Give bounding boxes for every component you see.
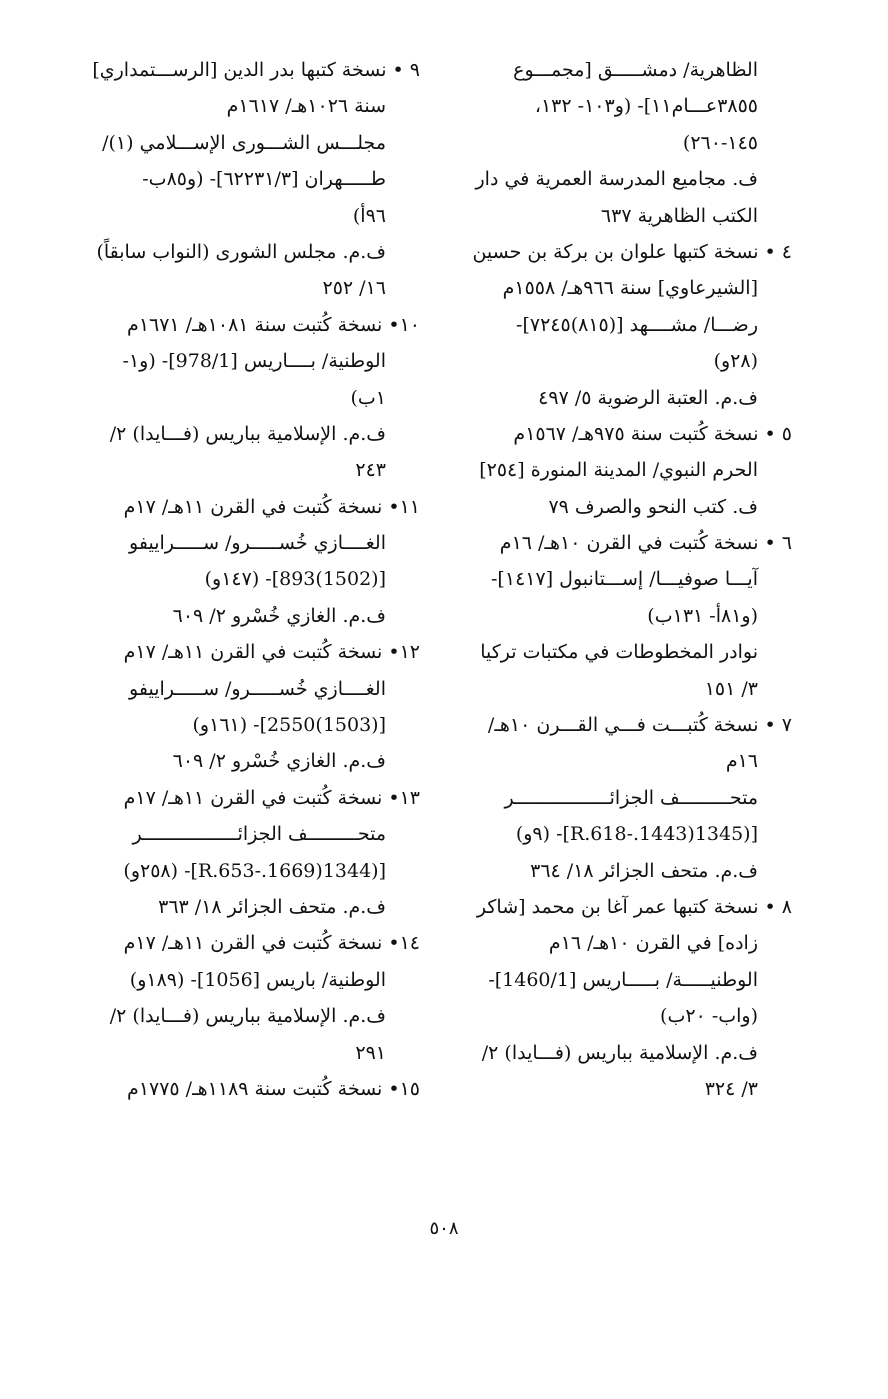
entry-line: [(1503)2550]- (١٦١و) — [192, 714, 386, 737]
entry-line: سنة ١٠٢٦هـ/ ١٦١٧م — [226, 95, 386, 118]
entry-line: [الشيرعاوي] سنة ٩٦٦هـ/ ١٥٥٨م — [502, 277, 758, 300]
entry-line: [(1502)893]- (١٤٧و) — [204, 568, 386, 591]
entry-line: رضـــا/ مشــــهد [(٨١٥)٧٢٤٥]- — [516, 313, 758, 336]
entry-heading: ١٤• نسخة كُتبت في القرن ١١هـ/ ١٧م — [123, 932, 420, 955]
entry-line: الغــــازي خُســـــرو/ ســـــراييفو — [129, 677, 386, 700]
entry-line: ف. مجاميع المدرسة العمرية في دار — [475, 168, 758, 191]
entry-line: ٣/ ٣٢٤ — [704, 1077, 758, 1100]
entry-line: مجلـــس الشـــورى الإســـلامي (١)/ — [102, 131, 386, 154]
entry-line: ف.م. متحف الجزائر ١٨/ ٣٦٤ — [530, 859, 758, 882]
left-column — [70, 52, 420, 1107]
entry-line: ف.م. مجلس الشورى (النواب سابقاً) — [96, 240, 386, 263]
entry-line: ٣/ ١٥١ — [704, 677, 758, 700]
entry-line: الوطنية/ بــــاريس [978/1]- (و١- — [122, 350, 386, 373]
entry-heading: ١٢• نسخة كُتبت في القرن ١١هـ/ ١٧م — [123, 641, 420, 664]
entry-line: ٢٩١ — [355, 1041, 386, 1064]
entry-line: ف.م. الغازي خُسْرو ٢/ ٦٠٩ — [172, 750, 386, 773]
entry-line: زاده] في القرن ١٠هـ/ ١٦م — [548, 932, 758, 955]
entry-line: ١٤٥-٢٦٠) — [682, 131, 758, 154]
entry-line: ٢٤٣ — [355, 459, 386, 482]
entry-line: (و٨١أ- ١٣١ب) — [647, 604, 758, 627]
right-column — [462, 52, 792, 1107]
entry-line: الحرم النبوي/ المدينة المنورة [٢٥٤] — [479, 459, 758, 482]
entry-line: ف.م. متحف الجزائر ١٨/ ٣٦٣ — [158, 895, 386, 918]
entry-heading: ٧ • نسخة كُتبـــت فـــي القـــرن ١٠هـ/ — [487, 714, 792, 737]
entry-line: الوطنية/ باريس [1056]- (١٨٩و) — [129, 968, 386, 991]
entry-heading: ١٠• نسخة كُتبت سنة ١٠٨١هـ/ ١٦٧١م — [127, 313, 420, 336]
entry-line: ١٦/ ٢٥٢ — [322, 277, 386, 300]
entry-line: متحـــــــــف الجزائـــــــــــــــــر — [504, 786, 758, 809]
entry-line: الظاهرية/ دمشـــــق [مجمـــوع — [513, 59, 758, 81]
entry-line: ٣٨٥٥عـــام١١]- (و١٠٣- ١٣٢، — [534, 95, 758, 118]
entry-heading: ٨ • نسخة كتبها عمر آغا بن محمد [شاكر — [476, 895, 792, 918]
entry-line: ف.م. الإسلامية بباريس (فـــايدا) ٢/ — [109, 422, 386, 445]
entry-line: ١ب) — [350, 386, 386, 409]
entry-heading: ٩ • نسخة كتبها بدر الدين [الرســـتمداري] — [92, 59, 420, 81]
entry-line: الكتب الظاهرية ٦٣٧ — [600, 204, 758, 227]
entry-line: [(1345(1443.-R.618]- (٩و) — [515, 823, 758, 846]
entry-line: ف. كتب النحو والصرف ٧٩ — [548, 495, 758, 518]
entry-line: آيـــا صوفيـــا/ إســـتانبول [١٤١٧]- — [491, 568, 758, 591]
entry-heading: ٤ • نسخة كتبها علوان بن بركة بن حسين — [472, 240, 792, 263]
entry-line: ٩٦أ) — [352, 204, 386, 227]
entry-heading: ٥ • نسخة كُتبت سنة ٩٧٥هـ/ ١٥٦٧م — [513, 422, 792, 445]
entry-line: [(1344(1669.-R.653]- (٢٥٨و) — [123, 859, 386, 882]
entry-line: ١٦م — [725, 750, 758, 773]
page-number: ٥٠٨ — [429, 1218, 459, 1239]
entry-line: متحـــــــــف الجزائـــــــــــــــــر — [132, 823, 386, 846]
entry-line: ف.م. العتبة الرضوية ٥/ ٤٩٧ — [538, 386, 758, 409]
entry-line: الغــــازي خُســـــرو/ ســـــراييفو — [129, 532, 386, 555]
entry-heading: ١١• نسخة كُتبت في القرن ١١هـ/ ١٧م — [123, 495, 420, 518]
entry-line: ف.م. الإسلامية بباريس (فـــايدا) ٢/ — [481, 1041, 758, 1064]
entry-line: نوادر المخطوطات في مكتبات تركيا — [480, 641, 758, 664]
entry-line: (٢٨و) — [713, 350, 758, 373]
entry-line: ف.م. الغازي خُسْرو ٢/ ٦٠٩ — [172, 604, 386, 627]
entry-line: طـــــهران [٦٢٢٣١/٣]- (و٨٥ب- — [142, 168, 386, 191]
entry-line: (واب- ٢٠ب) — [660, 1005, 758, 1028]
entry-heading: ١٣• نسخة كُتبت في القرن ١١هـ/ ١٧م — [123, 786, 420, 809]
entry-heading: ٦ • نسخة كُتبت في القرن ١٠هـ/ ١٦م — [499, 532, 792, 555]
entry-heading: ١٥• نسخة كُتبت سنة ١١٨٩هـ/ ١٧٧٥م — [127, 1077, 420, 1100]
entry-line: ف.م. الإسلامية بباريس (فـــايدا) ٢/ — [109, 1005, 386, 1028]
entry-line: الوطنيـــــة/ بـــــاريس [1460/1]- — [488, 968, 758, 991]
